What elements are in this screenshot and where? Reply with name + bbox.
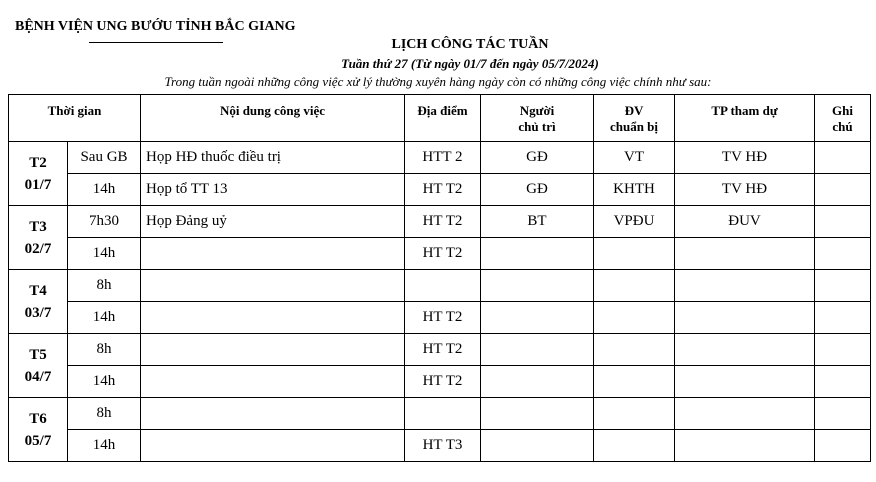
day-cell [9,206,68,270]
table-row [9,334,871,366]
host-cell [481,366,594,398]
day-date: 01/7 [24,176,52,193]
header-time: Thời gian [9,95,141,142]
notes-cell [815,302,871,334]
header-prep-line2: chuẩn bị [609,119,659,134]
host-cell [481,398,594,430]
content-cell [141,430,405,462]
time-cell: 8h [68,398,141,430]
table-header-row [9,95,871,142]
prep-cell: VPĐU [594,206,675,238]
attendees-cell [675,398,815,430]
day-date: 05/7 [24,432,52,449]
location-cell: HT T2 [405,302,481,334]
prep-cell [594,366,675,398]
time-cell: 14h [68,302,141,334]
notes-cell [815,366,871,398]
content-cell [141,334,405,366]
location-cell: HT T3 [405,430,481,462]
content-cell: Họp tổ TT 13 [141,174,405,206]
prep-cell [594,270,675,302]
header-host [481,95,594,142]
notes-cell [815,270,871,302]
content-cell [141,398,405,430]
attendees-cell [675,430,815,462]
prep-cell [594,430,675,462]
day-date: 04/7 [24,368,52,385]
day-label: T3 [29,218,47,235]
prep-cell: VT [594,142,675,174]
attendees-cell: TV HĐ [675,142,815,174]
header-prep [594,95,675,142]
prep-cell [594,334,675,366]
prep-cell [594,398,675,430]
header-location: Địa điểm [405,95,481,142]
notes-cell [815,206,871,238]
location-cell [405,270,481,302]
attendees-cell: ĐUV [675,206,815,238]
notes-cell [815,430,871,462]
day-cell [9,142,68,206]
attendees-cell [675,238,815,270]
prep-cell: KHTH [594,174,675,206]
attendees-cell [675,366,815,398]
table-row [9,398,871,430]
table-row [9,430,871,462]
header-prep-line1: ĐV [624,103,644,118]
header-notes-line1: Ghi [832,103,853,118]
intro-note: Trong tuần ngoài những công việc xử lý thường xuyên hàng ngày còn có những công việc chính như sau: [164,74,712,89]
time-cell: 14h [68,366,141,398]
notes-cell [815,334,871,366]
table-row [9,270,871,302]
location-cell: HTT 2 [405,142,481,174]
location-cell: HT T2 [405,334,481,366]
notes-cell [815,174,871,206]
day-label: T2 [29,154,47,171]
table-row [9,174,871,206]
day-cell [9,398,68,462]
table-row [9,302,871,334]
day-label: T6 [29,410,47,427]
time-cell: 14h [68,430,141,462]
location-cell: HT T2 [405,238,481,270]
document-title: LỊCH CÔNG TÁC TUẦN [391,37,549,52]
header-host-line1: Người [519,103,555,118]
content-cell [141,238,405,270]
notes-cell [815,398,871,430]
content-cell [141,270,405,302]
time-cell: 8h [68,270,141,302]
header-notes-line2: chú [832,119,853,134]
attendees-cell [675,270,815,302]
attendees-cell [675,334,815,366]
host-cell [481,334,594,366]
time-cell: 14h [68,174,141,206]
host-cell: GĐ [481,142,594,174]
host-cell: BT [481,206,594,238]
day-label: T4 [29,282,47,299]
location-cell: HT T2 [405,206,481,238]
organization-name: BỆNH VIỆN UNG BƯỚU TỈNH BẮC GIANG [15,19,296,34]
host-cell: GĐ [481,174,594,206]
day-date: 03/7 [24,304,52,321]
notes-cell [815,142,871,174]
location-cell: HT T2 [405,366,481,398]
location-cell: HT T2 [405,174,481,206]
attendees-cell [675,302,815,334]
time-cell: 7h30 [68,206,141,238]
content-cell [141,302,405,334]
week-range: Tuần thứ 27 (Từ ngày 01/7 đến ngày 05/7/2024) [341,56,599,71]
location-cell [405,398,481,430]
notes-cell [815,238,871,270]
attendees-cell: TV HĐ [675,174,815,206]
content-cell [141,366,405,398]
content-cell: Họp Đảng uỷ [141,206,405,238]
prep-cell [594,238,675,270]
host-cell [481,270,594,302]
header-notes [815,95,871,142]
header-content: Nội dung công việc [141,95,405,142]
header-host-line2: chủ trì [518,119,556,134]
host-cell [481,238,594,270]
weekly-schedule-table [8,94,871,462]
host-cell [481,430,594,462]
prep-cell [594,302,675,334]
day-label: T5 [29,346,47,363]
time-cell: 8h [68,334,141,366]
time-cell: 14h [68,238,141,270]
table-row [9,238,871,270]
day-cell [9,334,68,398]
time-cell: Sau GB [68,142,141,174]
host-cell [481,302,594,334]
header-attendees: TP tham dự [675,95,815,142]
table-row [9,366,871,398]
day-date: 02/7 [24,240,52,257]
content-cell: Họp HĐ thuốc điều trị [141,142,405,174]
table-row [9,206,871,238]
table-row [9,142,871,174]
day-cell [9,270,68,334]
